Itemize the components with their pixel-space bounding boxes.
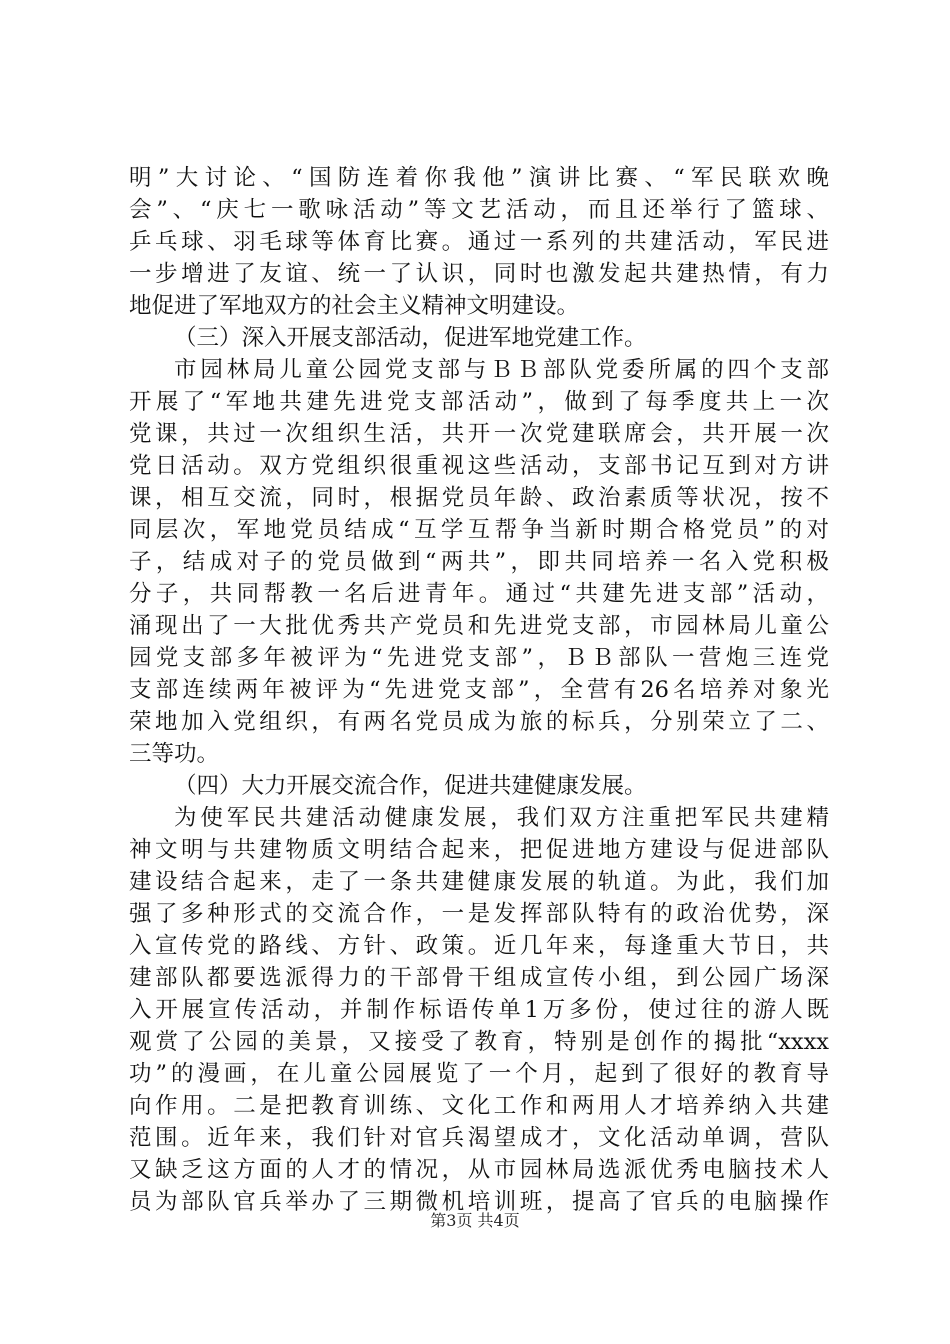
text-line: 涌现出了一大批优秀共产党员和先进党支部，市园林局儿童公 (129, 613, 829, 639)
text-line: 乒乓球、羽毛球等体育比赛。通过一系列的共建活动，军民进 (129, 229, 829, 255)
text-line: 建部队都要选派得力的干部骨干组成宣传小组，到公园广场深 (129, 965, 829, 991)
text-line: 支部连续两年被评为“先进党支部”，全营有26名培养对象光 (129, 677, 829, 703)
text-line: 地促进了军地双方的社会主义精神文明建设。 (129, 293, 580, 319)
text-line: 开展了“军地共建先进党支部活动”，做到了每季度共上一次 (129, 389, 829, 415)
text-line: 子，结成对子的党员做到“两共”，即共同培养一名入党积极 (129, 549, 829, 575)
text-line: 园党支部多年被评为“先进党支部”，ＢＢ部队一营炮三连党 (129, 645, 829, 671)
text-line: 功”的漫画，在儿童公园展览了一个月，起到了很好的教育导 (129, 1061, 829, 1087)
text-line: 课，相互交流，同时，根据党员年龄、政治素质等状况，按不 (129, 485, 829, 511)
text-line: 建设结合起来，走了一条共建健康发展的轨道。为此，我们加 (129, 869, 829, 895)
page-number: 第3页 共4页 (430, 1211, 520, 1230)
text-line: 三等功。 (129, 741, 220, 767)
text-line: 观赏了公园的美景，又接受了教育，特别是创作的揭批“xxxx (129, 1029, 829, 1055)
section-heading-3: （三）深入开展支部活动，促进军地党建工作。 (174, 325, 647, 351)
text-line: 范围。近年来，我们针对官兵渴望成才，文化活动单调，营队 (129, 1125, 829, 1151)
text-line: 又缺乏这方面的人才的情况，从市园林局选派优秀电脑技术人 (129, 1157, 829, 1183)
text-line: 入宣传党的路线、方针、政策。近几年来，每逢重大节日，共 (129, 933, 829, 959)
text-line: 市园林局儿童公园党支部与ＢＢ部队党委所属的四个支部 (174, 357, 829, 383)
text-line: 荣地加入党组织，有两名党员成为旅的标兵，分别荣立了二、 (129, 709, 829, 735)
text-line: 为使军民共建活动健康发展，我们双方注重把军民共建精 (174, 805, 829, 831)
text-line: 一步增进了友谊、统一了认识，同时也激发起共建热情，有力 (129, 261, 829, 287)
document-body (129, 162, 829, 1218)
text-line: 会”、“庆七一歌咏活动”等文艺活动，而且还举行了篮球、 (129, 197, 829, 223)
text-line: 分子，共同帮教一名后进青年。通过“共建先进支部”活动， (129, 581, 829, 607)
text-line: 强了多种形式的交流合作，一是发挥部队特有的政治优势，深 (129, 901, 829, 927)
text-line: 党课，共过一次组织生活，共开一次党建联席会，共开展一次 (129, 421, 829, 447)
text-line: 向作用。二是把教育训练、文化工作和两用人才培养纳入共建 (129, 1093, 829, 1119)
text-line: 党日活动。双方党组织很重视这些活动，支部书记互到对方讲 (129, 453, 829, 479)
text-line: 神文明与共建物质文明结合起来，把促进地方建设与促进部队 (129, 837, 829, 863)
text-line: 入开展宣传活动，并制作标语传单1万多份，使过往的游人既 (129, 997, 829, 1023)
section-heading-4: （四）大力开展交流合作，促进共建健康发展。 (174, 773, 647, 799)
text-line: 明”大讨论、“国防连着你我他”演讲比赛、“军民联欢晚 (129, 165, 829, 191)
text-line: 员为部队官兵举办了三期微机培训班，提高了官兵的电脑操作 (129, 1189, 829, 1215)
text-line: 同层次，军地党员结成“互学互帮争当新时期合格党员”的对 (129, 517, 829, 543)
